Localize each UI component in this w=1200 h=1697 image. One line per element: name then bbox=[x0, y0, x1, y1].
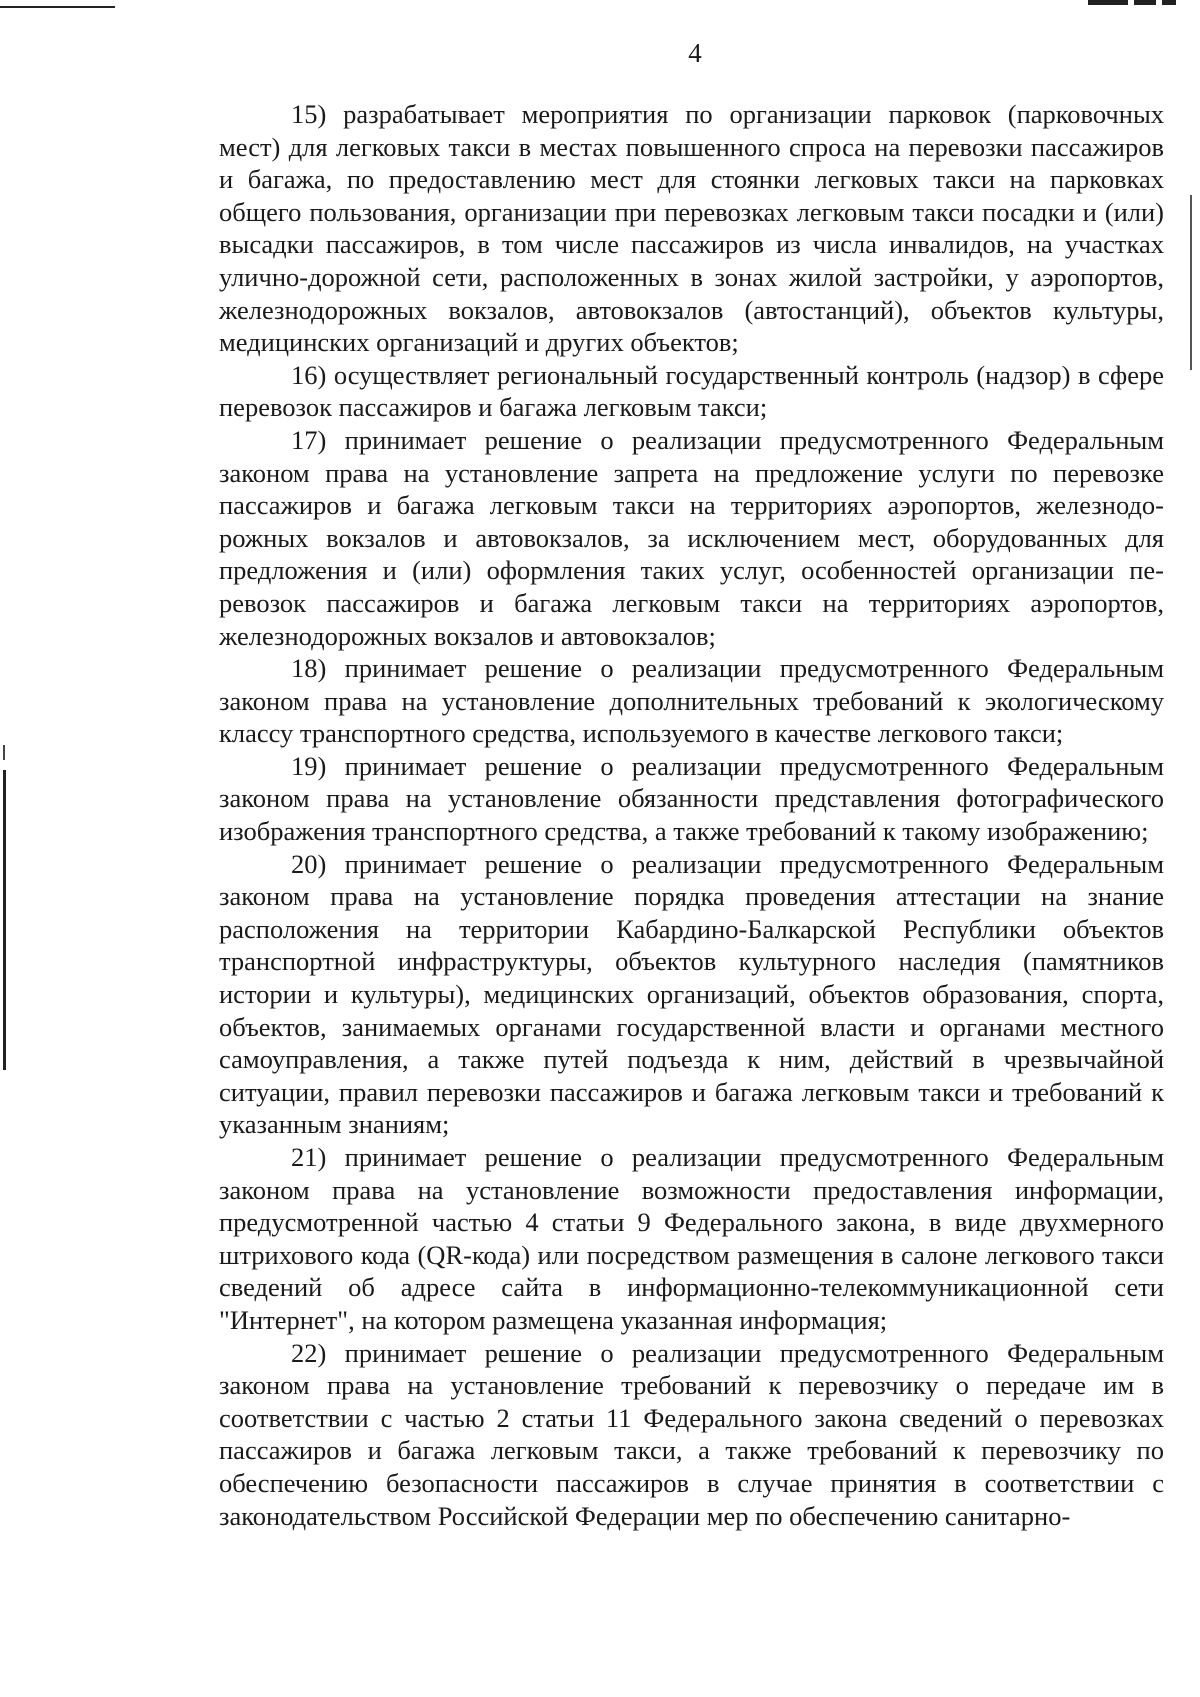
paragraph-item-16: 16) осуществляет региональный государственный контроль (надзор) в сфере перевозок пассажиров и багажа легковым такси; bbox=[219, 359, 1164, 423]
scan-artifact-edge-left bbox=[3, 770, 6, 1070]
scan-artifact-edge-right bbox=[1190, 195, 1192, 370]
paragraph-item-15: 15) разрабатывает мероприятия по организации парковок (парковочных мест) для легковых такси в местах повышенного спроса на перевозки пассажиров и багажа, по предоставлению мест для стоянки легковых такси на парковках общего пользования, организации при перевозках легковым такси посадки и (или) высадки пассажиров, в том числе пассажиров из числа инвалидов, на участках улично-дорожной сети, расположенных в зонах жилой застройки, у аэропортов, железнодорожных вокзалов, автовокзалов (автостанций), объектов культуры, медицинских организаций и других объектов; bbox=[219, 99, 1164, 358]
paragraph-item-21: 21) принимает решение о реализации предусмотренного Федеральным законом права на установление возможности предоставления информации, предусмотренной частью 4 статьи 9 Федерального закона, в виде двухмерного штрихового кода (QR-кода) или посредством размещения в салоне легкового такси сведений об адресе сайта в информационно-телекоммуникационной сети "Интернет", на котором размещена указанная информация; bbox=[219, 1142, 1164, 1335]
paragraph-item-17: 17) принимает решение о реализации предусмотренного Федеральным законом права на установление запрета на предложение услуги по перевозке пассажиров и багажа легковым такси на территориях аэропортов, железнодорожных вокзалов и автовокзалов, за исключением мест, оборудованных для предложения и (или) оформления таких услуг, особенностей организации перевозок пассажиров и багажа легковым такси на территориях аэропортов, железнодорожных вокзалов и автовокзалов; bbox=[219, 424, 1164, 651]
paragraph-item-19: 19) принимает решение о реализации предусмотренного Федеральным законом права на установление обязанности представления фотографического изображения транспортного средства, а также требований к такому изображению; bbox=[219, 750, 1164, 847]
paragraph-item-22: 22) принимает решение о реализации предусмотренного Федеральным законом права на установление требований к перевозчику о передаче им в соответствии с частью 2 статьи 11 Федерального закона сведений о перевозках пассажиров и багажа легковым такси, а также требований к перевозчику по обеспечению безопасности пассажиров в случае принятия в соответствии с законодательством Российской Федерации мер по обеспечению санитарно- bbox=[219, 1337, 1164, 1531]
scan-artifact-line bbox=[0, 6, 115, 8]
page-number: 4 bbox=[688, 38, 702, 68]
paragraph-item-20: 20) принимает решение о реализации предусмотренного Федеральным законом права на установление порядка проведения аттестации на знание расположения на территории Кабардино-Балкарской Республики объектов транспортной инфраструктуры, объектов культурного наследия (памятников истории и культуры), медицинских организаций, объектов образования, спорта, объектов, занимаемых органами государственной власти и органами местного самоуправления, а также путей подъезда к ним, действий в чрезвычайной ситуации, правил перевозки пассажиров и багажа легковым такси и требований к указанным знаниям; bbox=[219, 848, 1164, 1140]
scan-artifact-edge-left-small bbox=[3, 745, 5, 760]
scan-artifact-marks bbox=[1088, 0, 1188, 8]
document-body bbox=[219, 98, 1164, 1532]
paragraph-item-18: 18) принимает решение о реализации предусмотренного Федеральным законом права на установление дополнительных требований к экологическому классу транспортного средства, используемого в качестве легкового такси; bbox=[219, 653, 1164, 749]
